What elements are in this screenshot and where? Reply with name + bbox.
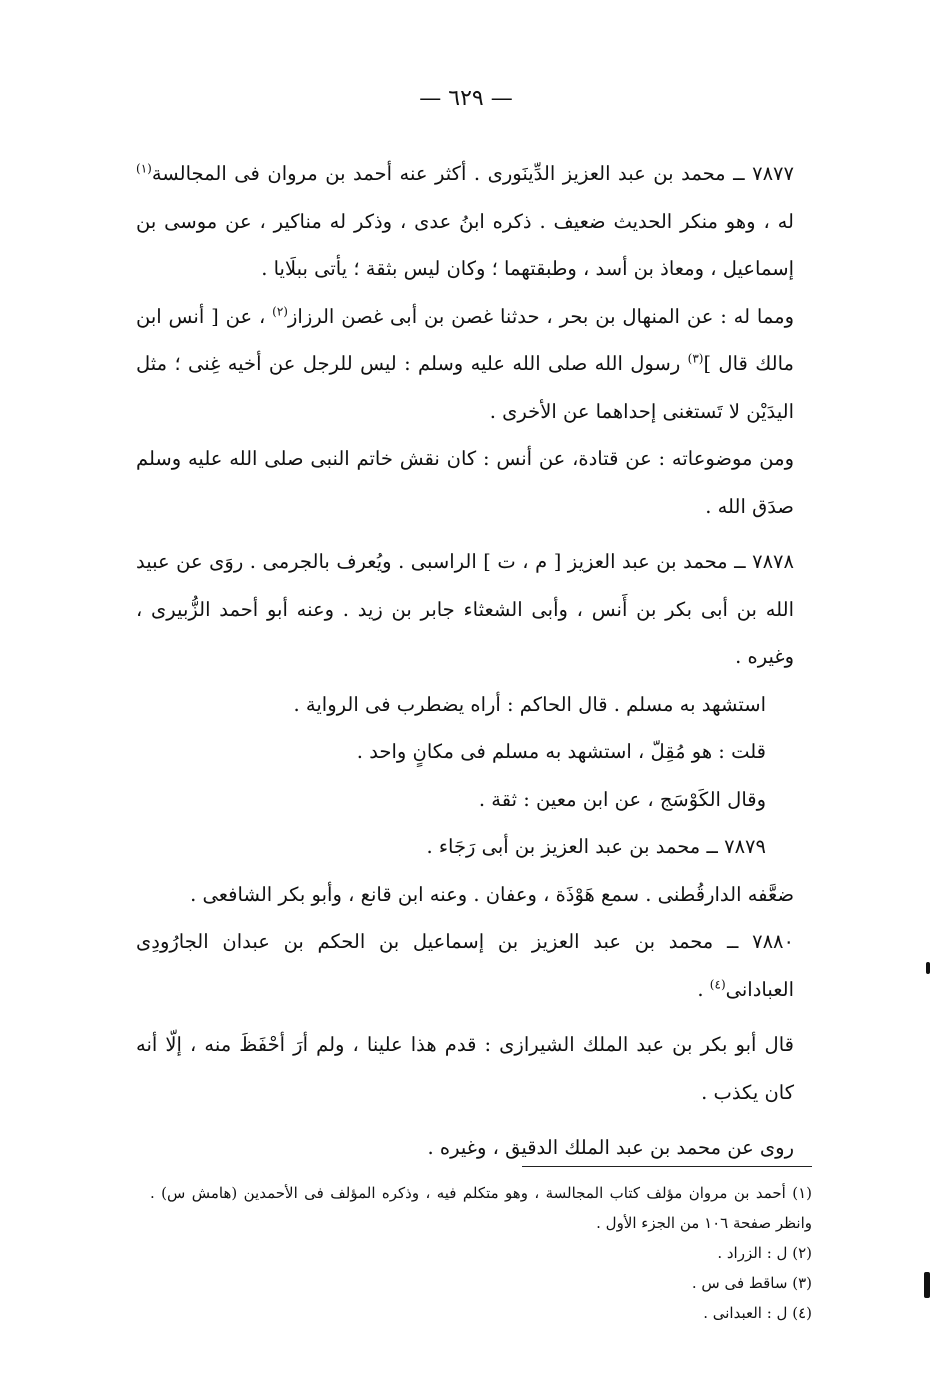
- entry-7877: [136, 150, 812, 293]
- entry-7877-text-b: له ، وهو منكر الحديث ضعيف . ذكره ابنُ عدى ، وذكر له مناكير ، عن موسى بن إسماعيل ، ومعاذ بن أسد ، وطبقتهما ؛ وكان ليس بثقة ؛ يأتى ببلَايا .: [136, 209, 794, 280]
- hadith-text-b: ، عن [ أنس ابن مالك قال ]: [136, 304, 794, 375]
- footnotes: [150, 1178, 812, 1328]
- hadith-text-c: رسول الله صلى الله عليه وسلم : ليس للرجل عن أخيه غِنى ؛ مثل اليدَيْن لا تَستغنى إحداهما عن الأخرى .: [136, 352, 794, 423]
- paragraph-shirazi: قال أبو بكر بن عبد الملك الشيرازى : قدم هذا علينا ، ولم أرَ أحْفَظَ منه ، إلّا أنه كان يكذب .: [136, 1033, 794, 1104]
- footnote-ref-1[interactable]: (١): [136, 161, 152, 176]
- footnote-ref-2[interactable]: (٢): [272, 304, 288, 318]
- paragraph-hadith: [136, 293, 812, 436]
- footnote-1: (١) أحمد بن مروان مؤلف كتاب المجالسة ، وهو متكلم فيه ، وذكره المؤلف فى الأحمدين (هامش س) . وانظر صفحة ١٠٦ من الجزء الأول .: [150, 1184, 812, 1232]
- footnote-2: (٢) ل : الزراد .: [717, 1244, 812, 1262]
- page-number: — ٦٢٩ —: [419, 86, 513, 111]
- paragraph-muqill: قلت : هو مُقِلّ ، استشهد به مسلم فى مكانٍ واحد .: [356, 740, 766, 763]
- entry-7878: ٧٨٧٨ ــ محمد بن عبد العزيز [ م ، ت ] الراسبى . ويُعرف بالجرمى . روَى عن عبيد الله بن أبى بكر بن أَنس ، وأبى الشعثاء جابر بن زيد . وعنه أبو أحمد الزُّبيرى ، وغيره .: [136, 550, 794, 668]
- entry-7880-text-a: ٧٨٨٠ ــ محمد بن عبد العزيز بن إسماعيل بن الحكم بن عبدان الجارُودِى العبادانى: [136, 930, 794, 1001]
- paragraph-daraqutni: ضعَّفه الدارقُطنى . سمع هَوْذَة ، وعفان . وعنه ابن قانع ، وأبو بكر الشافعى .: [190, 882, 794, 906]
- footnote-4: (٤) ل : العبدانى .: [703, 1304, 812, 1322]
- footnote-divider: [522, 1166, 812, 1167]
- paragraph-kawsaj: وقال الكَوْسَج ، عن ابن معين : ثقة .: [478, 787, 766, 811]
- scan-mark-edge: [924, 1272, 930, 1298]
- entry-7880-text-b: .: [697, 977, 704, 1001]
- paragraph-narrated: روى عن محمد بن عبد الملك الدقيق ، وغيره .: [427, 1136, 794, 1159]
- footnote-ref-3[interactable]: (٣): [687, 351, 704, 366]
- main-text: [136, 150, 812, 1172]
- scan-mark-dot: [926, 962, 930, 974]
- hadith-text-a: ومما له : عن المنهال بن بحر ، حدثنا غصن بن أبى غصن الرزاز: [287, 304, 794, 328]
- paragraph-fabricated: ومن موضوعاته : عن قتادة، عن أنس : كان نقش خاتم النبى صلى الله عليه وسلم صدَق الله .: [136, 447, 794, 518]
- footnote-3: (٣) ساقط فى س .: [691, 1274, 812, 1292]
- footnote-ref-4[interactable]: (٤): [709, 977, 726, 991]
- paragraph-muslim: استشهد به مسلم . قال الحاكم : أراه يضطرب فى الرواية .: [293, 692, 766, 716]
- entry-7877-text-a: ٧٨٧٧ ــ محمد بن عبد العزيز الدِّينَورى . أكثر عنه أحمد بن مروان فى المجالسة: [151, 162, 794, 185]
- entry-7879: ٧٨٧٩ ــ محمد بن عبد العزيز بن أبى رَجَاء .: [426, 835, 766, 858]
- entry-7880: [136, 918, 812, 1013]
